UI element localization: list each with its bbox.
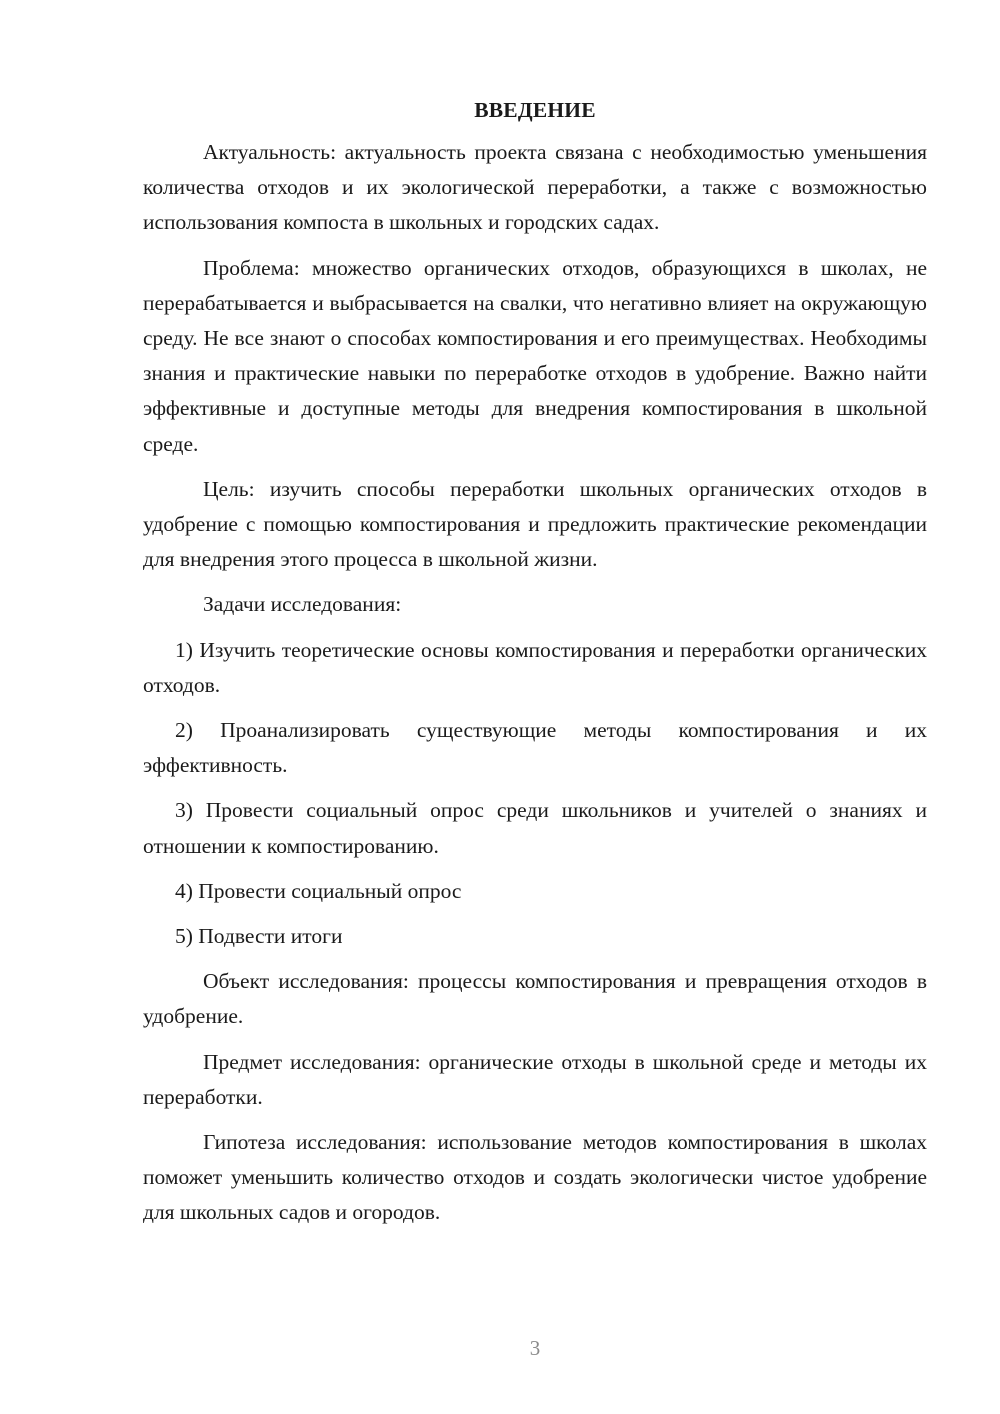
problem-paragraph: Проблема: множество органических отходов, образующихся в школах, не перерабатывается и выбрасывается на свалки, что негативно влияет на окружающую среду. Не все знают о способах компостирования и его преимуществах. Необходимы знания и практические навыки по переработке отходов в удобрение. Важно найти эффективные и доступные методы для внедрения компостирования в школьной среде.: [143, 255, 927, 456]
tasks-heading: Задачи исследования:: [203, 592, 402, 617]
task-item-3: 3) Провести социальный опрос среди школьников и учителей о знаниях и отношении к компостированию.: [143, 798, 927, 858]
relevance-paragraph: Актуальность: актуальность проекта связана с необходимостью уменьшения количества отходов и их экологической переработки, а также с возможностью использования компоста в школьных и городских садах.: [143, 140, 927, 235]
task-item-1: 1) Изучить теоретические основы компостирования и переработки органических отходов.: [143, 637, 927, 697]
task-item-2: 2) Проанализировать существующие методы компостирования и их эффективность.: [143, 718, 927, 778]
section-title: ВВЕДЕНИЕ: [474, 98, 596, 122]
task-item-5: 5) Подвести итоги: [175, 924, 343, 949]
subject-paragraph: Предмет исследования: органические отходы в школьной среде и методы их переработки.: [143, 1049, 927, 1109]
document-body: [143, 97, 927, 1241]
object-paragraph: Объект исследования: процессы компостирования и превращения отходов в удобрение.: [143, 969, 927, 1029]
task-item-4: 4) Провести социальный опрос: [175, 878, 462, 903]
page-number: 3: [529, 1336, 541, 1360]
goal-paragraph: Цель: изучить способы переработки школьных органических отходов в удобрение с помощью компостирования и предложить практические рекомендации для внедрения этого процесса в школьной жизни.: [143, 476, 927, 572]
hypothesis-paragraph: Гипотеза исследования: использование методов компостирования в школах поможет уменьшить количество отходов и создать экологически чистое удобрение для школьных садов и огородов.: [143, 1130, 927, 1225]
